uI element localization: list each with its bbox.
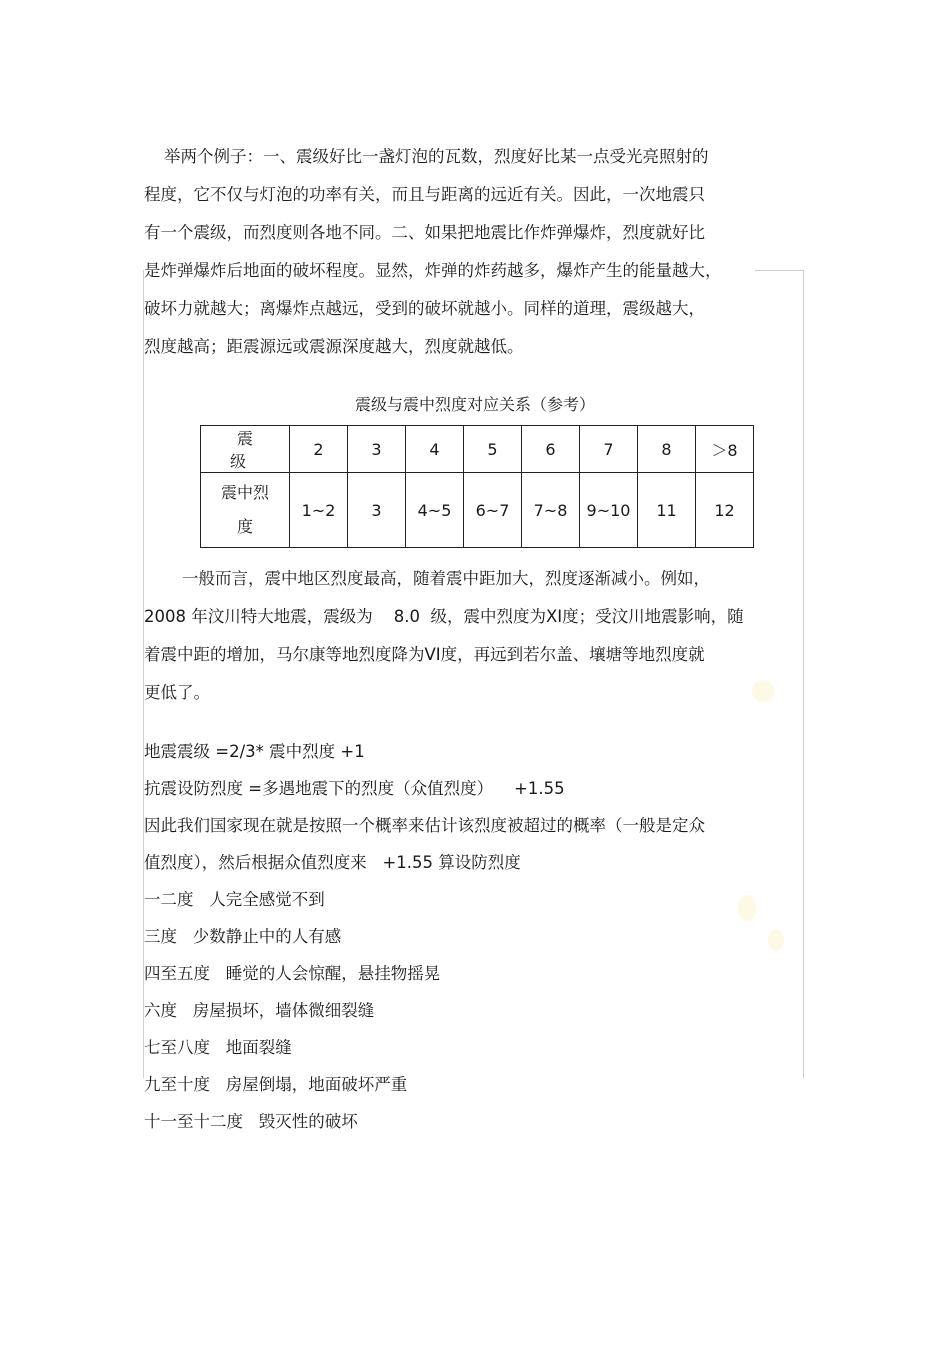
table-cell: 12 — [696, 473, 754, 548]
table-cell: 6~7 — [464, 473, 522, 548]
text-line: 2008 年汶川特大地震，震级为 8.0 级，震中烈度为XI度；受汶川地震影响，随 — [144, 607, 744, 626]
table-cell: 9~10 — [580, 473, 638, 548]
table-cell: 2 — [290, 426, 348, 473]
text-line: 一般而言，震中地区烈度最高，随着震中距加大，烈度逐渐减小。例如， — [182, 569, 710, 588]
table-row-magnitude — [201, 426, 754, 473]
formula-and-intensity-list — [144, 733, 794, 1140]
intensity-item: 九至十度 房屋倒塌，地面破坏严重 — [144, 1075, 408, 1094]
paragraph-wenchuan-example — [144, 560, 784, 712]
frame-border-right — [803, 270, 804, 1078]
table-header-magnitude: 震 级 — [201, 426, 290, 473]
intensity-item: 六度 房屋损坏，墙体微细裂缝 — [144, 1001, 375, 1020]
table-cell: ＞8 — [696, 426, 754, 473]
intensity-item: 十一至十二度 毁灭性的破坏 — [144, 1112, 358, 1131]
table-caption: 震级与震中烈度对应关系（参考） — [354, 395, 595, 414]
table-cell: 3 — [348, 426, 406, 473]
text-line: 烈度越高；距震源远或震源深度越大，烈度就越低。 — [144, 337, 524, 356]
intensity-item: 四至五度 睡觉的人会惊醒，悬挂物摇晃 — [144, 964, 441, 983]
text-line: 更低了。 — [144, 683, 210, 702]
magnitude-intensity-table — [200, 425, 754, 548]
intensity-item: 七至八度 地面裂缝 — [144, 1038, 292, 1057]
table-header-intensity — [201, 473, 290, 548]
table-cell: 6 — [522, 426, 580, 473]
table-cell: 11 — [638, 473, 696, 548]
text-line: 是炸弹爆炸后地面的破坏程度。显然，炸弹的炸药越多，爆炸产生的能量越大， — [144, 261, 722, 280]
text-line: 因此我们国家现在就是按照一个概率来估计该烈度被超过的概率（一般是定众 — [144, 816, 705, 835]
intensity-item: 三度 少数静止中的人有感 — [144, 927, 342, 946]
text-line: 举两个例子：一、震级好比一盏灯泡的瓦数，烈度好比某一点受光亮照射的 — [164, 147, 709, 166]
formula-magnitude: 地震震级 =2/3* 震中烈度 +1 — [144, 742, 365, 761]
table-cell: 1~2 — [290, 473, 348, 548]
table-cell: 4 — [406, 426, 464, 473]
table-cell: 5 — [464, 426, 522, 473]
intensity-label-a: 震中烈 — [220, 483, 269, 502]
text-line: 破坏力就越大；离爆炸点越远，受到的破坏就越小。同样的道理，震级越大， — [144, 299, 705, 318]
paragraph-analogy — [144, 138, 784, 366]
intensity-label-b: 度 — [236, 517, 253, 536]
table-cell: 3 — [348, 473, 406, 548]
text-line: 有一个震级，而烈度则各地不同。二、如果把地震比作炸弹爆炸，烈度就好比 — [144, 223, 705, 242]
table-row-intensity — [201, 473, 754, 548]
table-cell: 4~5 — [406, 473, 464, 548]
intensity-item: 一二度 人完全感觉不到 — [144, 890, 325, 909]
table-cell: 7 — [580, 426, 638, 473]
text-line: 值烈度），然后根据众值烈度来 +1.55 算设防烈度 — [144, 853, 521, 872]
table-cell: 8 — [638, 426, 696, 473]
formula-fortification: 抗震设防烈度 =多遇地震下的烈度（众值烈度） +1.55 — [144, 779, 565, 798]
table-cell: 7~8 — [522, 473, 580, 548]
text-line: 程度，它不仅与灯泡的功率有关，而且与距离的远近有关。因此，一次地震只 — [144, 185, 705, 204]
text-line: 着震中距的增加，马尔康等地烈度降为VI度，再远到若尔盖、壤塘等地烈度就 — [144, 645, 705, 664]
